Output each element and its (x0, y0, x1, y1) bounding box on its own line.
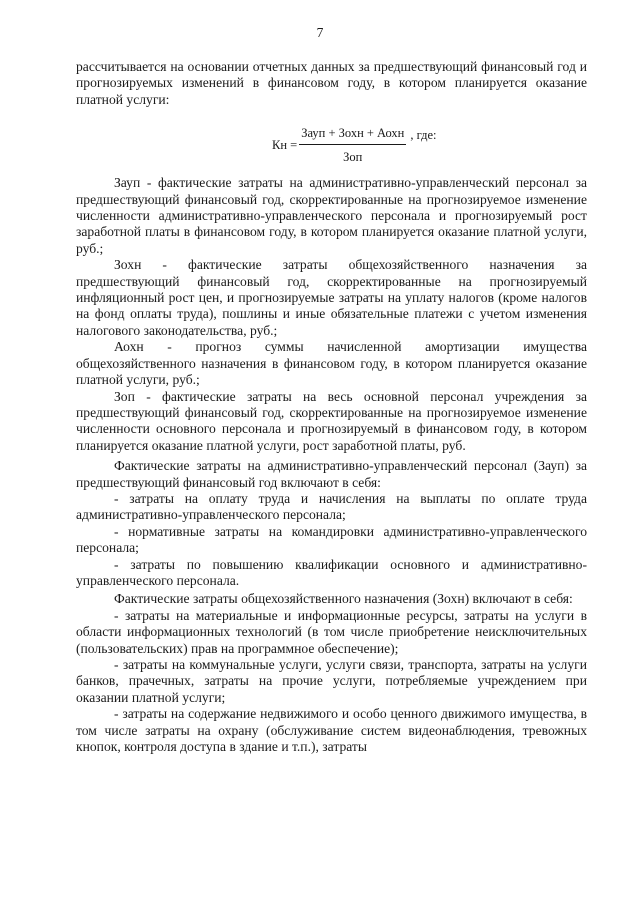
general-costs-item: - затраты на коммунальные услуги, услуги связи, транспорта, затраты на услуги банков, прачечных, затраты на прочие услуги, потребляемые учреждением при оказании платной услуги; (76, 657, 587, 705)
general-costs-item: - затраты на материальные и информационные ресурсы, затраты на услуги в области информационных технологий (в том числе приобретение неисключительных (пользовательских) прав на программное обеспечение); (76, 607, 587, 656)
formula-suffix: , где: (410, 127, 437, 142)
definition-aohn: Аохн - прогноз суммы начисленной амортизации имущества общехозяйственного назначения в финансовом году, в котором планируется оказание платной услуги, руб.; (76, 339, 587, 388)
admin-costs-item: - нормативные затраты на командировки административно-управленческого персонала; (76, 523, 587, 556)
document-body (76, 59, 587, 755)
formula-block (76, 108, 587, 175)
admin-costs-item: - затраты по повышению квалификации основного и административно-управленческого персонала. (76, 556, 587, 588)
formula-numerator: Зауп + Зохн + Аохн (299, 125, 406, 144)
admin-costs-heading: Фактические затраты на административно-управленческий персонал (Зауп) за предшествующий финансовый год включают в себя: (76, 458, 587, 490)
admin-costs-item: - затраты на оплату труда и начисления на выплаты по оплате труда административно-управленческого персонала; (76, 490, 587, 523)
intro-paragraph: рассчитывается на основании отчетных данных за предшествующий финансовый год и прогнозируемых изменений в финансовом году, в котором планируется оказание платной услуги: (76, 59, 587, 107)
definition-zop: Зоп - фактические затраты на весь основной персонал учреждения за предшествующий финансовый год, скорректированные на прогнозируемое изменение численности основного персонала и прогнозируемый в финансовом году, в котором планируется оказание платной услуги, рост заработной платы, руб. (76, 388, 587, 453)
definition-zaup: Зауп - фактические затраты на административно-управленческий персонал за предшествующий финансовый год, скорректированные на прогнозируемое изменение численности административно-управленческого персонала и прогнозируемый рост заработной платы в финансовом году, в котором планируется оказание платной услуги, руб.; (76, 175, 587, 256)
general-costs-item: - затраты на содержание недвижимого и особо ценного движимого имущества, в том числе затраты на охрану (обслуживание систем видеонаблюдения, тревожных кнопок, контроля доступа в здание и т.п.), затраты (76, 706, 587, 755)
general-costs-heading: Фактические затраты общехозяйственного назначения (Зохн) включают в себя: (114, 591, 573, 607)
page-number: 7 (316, 25, 324, 40)
formula-lhs: Кн = (272, 137, 298, 152)
definition-zohn: Зохн - фактические затраты общехозяйственного назначения за предшествующий финансовый год, скорректированные на прогнозируемый инфляционный рост цен, и прогнозируемые затраты на уплату налогов (кроме налогов на фонд оплаты труда), пошлины и иные обязательные платежи с учетом изменения налогового законодательства, руб.; (76, 257, 587, 338)
formula-denominator: Зоп (343, 149, 363, 164)
overhead-coefficient-formula (272, 125, 436, 165)
formula-fraction (299, 125, 406, 165)
